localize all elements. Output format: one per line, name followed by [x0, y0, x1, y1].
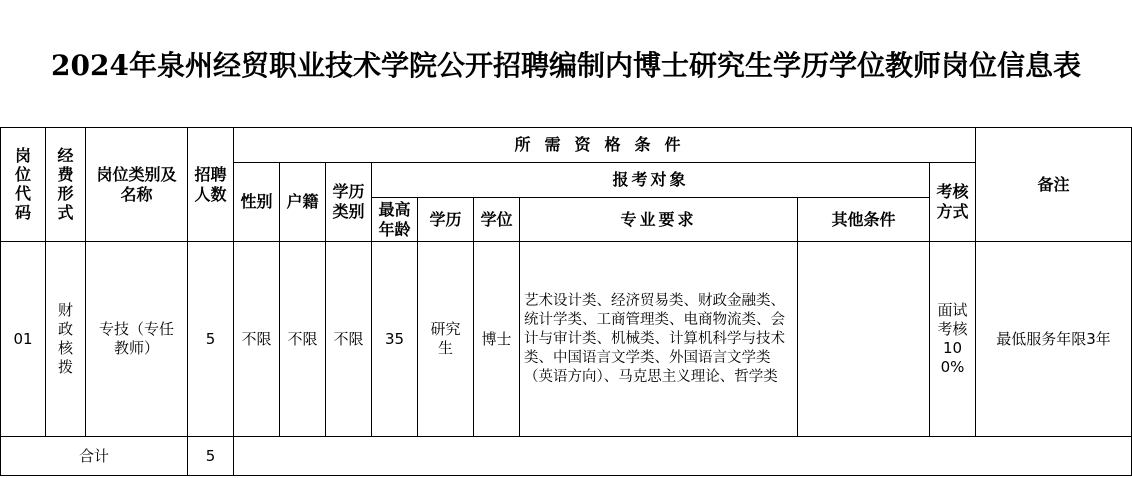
cell-edu-type: 不限 — [326, 242, 372, 437]
total-empty — [234, 437, 1132, 476]
cell-count: 5 — [188, 242, 234, 437]
header-code: 岗位代码 — [1, 128, 46, 242]
cell-gender: 不限 — [234, 242, 280, 437]
cell-hukou: 不限 — [280, 242, 326, 437]
total-row — [1, 437, 1132, 476]
total-label: 合计 — [1, 437, 188, 476]
cell-remarks: 最低服务年限3年 — [976, 242, 1132, 437]
cell-degree: 博士 — [474, 242, 520, 437]
cell-funding: 财政核拨 — [46, 242, 86, 437]
header-remarks: 备注 — [976, 128, 1132, 242]
cell-code: 01 — [1, 242, 46, 437]
header-other: 其他条件 — [798, 198, 930, 242]
header-funding: 经费形式 — [46, 128, 86, 242]
cell-major: 艺术设计类、经济贸易类、财政金融类、统计学类、工商管理类、电商物流类、会计与审计类、机械类、计算机科学与技术类、中国语言文学类、外国语言文学类（英语方向）、马克思主义理论、哲学类 — [520, 242, 798, 437]
header-max-age: 最高年龄 — [372, 198, 418, 242]
cell-assessment: 面试考核100% — [930, 242, 976, 437]
header-count: 招聘人数 — [188, 128, 234, 242]
header-exam-target: 报考对象 — [372, 163, 930, 198]
cell-degree-level: 研究生 — [418, 242, 474, 437]
total-count: 5 — [188, 437, 234, 476]
header-assessment: 考核方式 — [930, 163, 976, 242]
cell-category: 专技（专任教师） — [86, 242, 188, 437]
table-row — [1, 242, 1132, 437]
header-qualifications: 所需资格条件 — [234, 128, 976, 163]
cell-other — [798, 242, 930, 437]
header-category: 岗位类别及名称 — [86, 128, 188, 242]
header-gender: 性别 — [234, 163, 280, 242]
header-hukou: 户籍 — [280, 163, 326, 242]
header-degree-level: 学历 — [418, 198, 474, 242]
cell-max-age: 35 — [372, 242, 418, 437]
positions-table — [0, 127, 1132, 476]
header-major: 专业要求 — [520, 198, 798, 242]
header-row-1 — [1, 128, 1132, 163]
header-edu-type: 学历类别 — [326, 163, 372, 242]
page-title: 2024年泉州经贸职业技术学院公开招聘编制内博士研究生学历学位教师岗位信息表 — [51, 48, 1081, 82]
header-degree: 学位 — [474, 198, 520, 242]
